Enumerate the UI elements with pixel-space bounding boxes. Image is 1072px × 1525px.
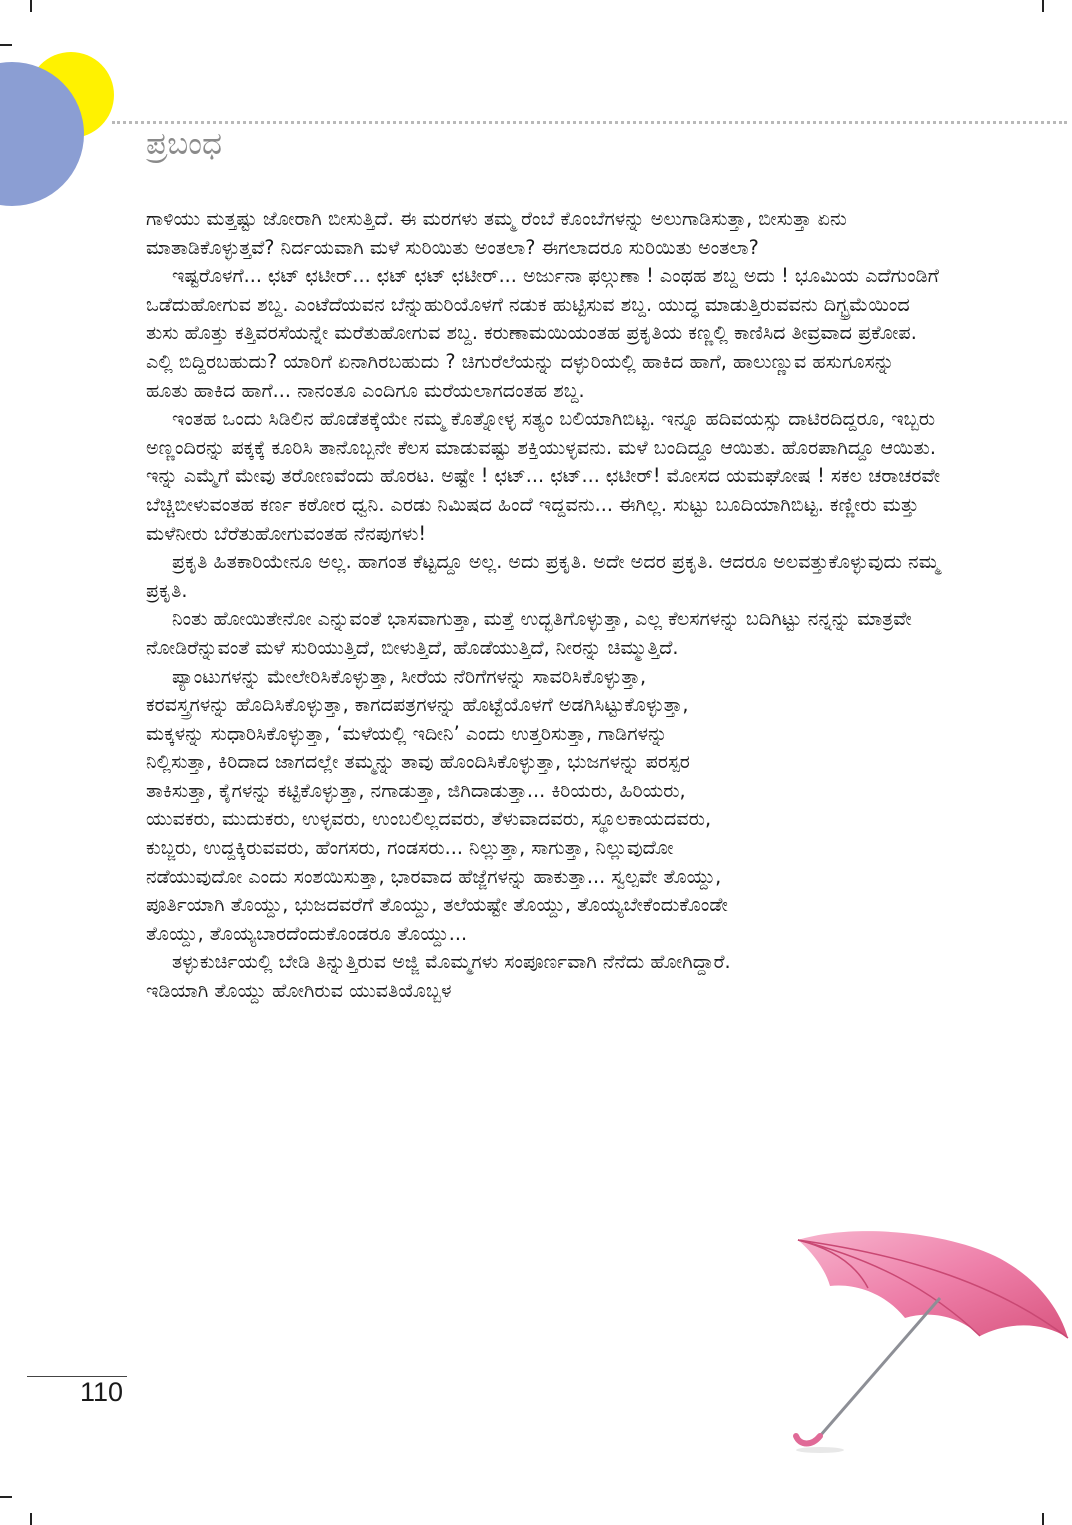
essay-body xyxy=(146,205,941,1006)
section-title: ಪ್ರಬಂಧ xyxy=(146,126,222,162)
umbrella-illustration-icon xyxy=(790,1228,1072,1458)
paragraph: ಇಂತಹ ಒಂದು ಸಿಡಿಲಿನ ಹೊಡೆತಕ್ಕೆಯೇ ನಮ್ಮ ಕೊತ್ನೋಳ್ಳ ಸತ್ಯಂ ಬಲಿಯಾಗಿಬಿಟ್ಟ. ಇನ್ನೂ ಹದಿವಯಸ್ಸು ದಾಟಿರದಿದ್ದರೂ, ಇಬ್ಬರು ಅಣ್ಣಂದಿರನ್ನು ಪಕ್ಕಕ್ಕೆ ಕೂರಿಸಿ ತಾನೊಬ್ಬನೇ ಕೆಲಸ ಮಾಡುವಷ್ಟು ಶಕ್ತಿಯುಳ್ಳವನು. ಮಳೆ ಬಂದಿದ್ದೂ ಆಯಿತು. ಹೊರಪಾಗಿದ್ದೂ ಆಯಿತು. ಇನ್ನು ಎಮ್ಮೆಗೆ ಮೇವು ತರೋಣವೆಂದು ಹೊರಟ. ಅಷ್ಟೇ ! ಛಟ್... ಛಟ್... ಛಟೀರ್! ಮೋಸದ ಯಮಘೋಷ ! ಸಕಲ ಚರಾಚರವೇ ಬೆಚ್ಚಿಬೀಳುವಂತಹ ಕರ್ಣ ಕಠೋರ ಧ್ವನಿ. ಎರಡು ನಿಮಿಷದ ಹಿಂದೆ ಇದ್ದವನು... ಈಗಿಲ್ಲ. ಸುಟ್ಟು ಬೂದಿಯಾಗಿಬಿಟ್ಟ. ಕಣ್ಣೀರು ಮತ್ತು ಮಳೆನೀರು ಬೆರೆತುಹೋಗುವಂತಹ ನೆನಪುಗಳು! xyxy=(146,407,941,545)
paragraph: ನಿಂತು ಹೋಯಿತೇನೋ ಎನ್ನುವಂತೆ ಭಾಸವಾಗುತ್ತಾ, ಮತ್ತೆ ಉದ್ಭತಿಗೊಳ್ಳುತ್ತಾ, ಎಲ್ಲ ಕೆಲಸಗಳನ್ನು ಬದಿಗಿಟ್ಟು ನನ್ನನ್ನು ಮಾತ್ರವೇ ನೋಡಿರೆನ್ನುವಂತೆ ಮಳೆ ಸುರಿಯುತ್ತಿದೆ, ಬೀಳುತ್ತಿದೆ, ಹೊಡೆಯುತ್ತಿದೆ, ನೀರನ್ನು ಚಿಮ್ಮುತ್ತಿದೆ. xyxy=(146,607,912,659)
paragraph: ಪ್ರಕೃತಿ ಹಿತಕಾರಿಯೇನೂ ಅಲ್ಲ. ಹಾಗಂತ ಕೆಟ್ಟದ್ದೂ ಅಲ್ಲ. ಅದು ಪ್ರಕೃತಿ. ಅದೇ ಅದರ ಪ್ರಕೃತಿ. ಆದರೂ ಅಲವತ್ತುಕೊಳ್ಳುವುದು ನಮ್ಮ ಪ್ರಕೃತಿ. xyxy=(146,550,940,602)
paragraph: ತಳ್ಳುಕುರ್ಚಿಯಲ್ಲಿ ಬೇಡಿ ತಿನ್ನುತ್ತಿರುವ ಅಜ್ಜಿ ಮೊಮ್ಮಗಳು ಸಂಪೂರ್ಣವಾಗಿ ನೆನೆದು ಹೋಗಿದ್ದಾರೆ. ಇಡಿಯಾಗಿ ತೊಯ್ದು ಹೋಗಿರುವ ಯುವತಿಯೊಬ್ಬಳ xyxy=(146,950,731,1003)
crop-mark xyxy=(1042,1513,1044,1525)
crop-mark xyxy=(0,1496,12,1498)
paragraph: ಇಷ್ಟರೊಳಗೆ... ಛಟ್ ಛಟೀರ್... ಛಟ್ ಛಟ್ ಛಟೀರ್... ಅರ್ಜುನಾ ಫಲ್ಗುಣಾ ! ಎಂಥಹ ಶಬ್ದ ಅದು ! ಭೂಮಿಯ ಎದೆಗುಂಡಿಗೆ ಒಡೆದುಹೋಗುವ ಶಬ್ದ. ಎಂಟೆದೆಯವನ ಬೆನ್ನುಹುರಿಯೊಳಗೆ ನಡುಕ ಹುಟ್ಟಿಸುವ ಶಬ್ದ. ಯುದ್ಧ ಮಾಡುತ್ತಿರುವವನು ದಿಗ್ಭ್ರಮೆಯಿಂದ ತುಸು ಹೊತ್ತು ಕತ್ತಿವರಸೆಯನ್ನೇ ಮರೆತುಹೋಗುವ ಶಬ್ದ. ಕರುಣಾಮಯಿಯಂತಹ ಪ್ರಕೃತಿಯ ಕಣ್ಣಲ್ಲಿ ಕಾಣಿಸಿದ ತೀವ್ರವಾದ ಪ್ರಕೋಪ. ಎಲ್ಲಿ ಬಿದ್ದಿರಬಹುದು? ಯಾರಿಗೆ ಏನಾಗಿರಬಹುದು ? ಚಿಗುರೆಲೆಯನ್ನು ದಳ್ಳುರಿಯಲ್ಲಿ ಹಾಕಿದ ಹಾಗೆ, ಹಾಲುಣ್ಣುವ ಹಸುಗೂಸನ್ನು ಹೂತು ಹಾಕಿದ ಹಾಗೆ... ನಾನಂತೂ ಎಂದಿಗೂ ಮರೆಯಲಾಗದಂತಹ ಶಬ್ದ. xyxy=(146,264,939,402)
crop-mark xyxy=(30,0,32,12)
crop-mark xyxy=(30,1513,32,1525)
paragraph: ಪ್ಯಾಂಟುಗಳನ್ನು ಮೇಲೇರಿಸಿಕೊಳ್ಳುತ್ತಾ, ಸೀರೆಯ ನೆರಿಗೆಗಳನ್ನು ಸಾವರಿಸಿಕೊಳ್ಳುತ್ತಾ, ಕರವಸ್ತ್ರಗಳನ್ನು ಹೊದಿಸಿಕೊಳ್ಳುತ್ತಾ, ಕಾಗದಪತ್ರಗಳನ್ನು ಹೊಟ್ಟೆಯೊಳಗೆ ಅಡಗಿಸಿಟ್ಟುಕೊಳ್ಳುತ್ತಾ, ಮಕ್ಕಳನ್ನು ಸುಧಾರಿಸಿಕೊಳ್ಳುತ್ತಾ, ‘ಮಳೆಯಲ್ಲಿ ಇದೀನಿ’ ಎಂದು ಉತ್ತರಿಸುತ್ತಾ, ಗಾಡಿಗಳನ್ನು ನಿಲ್ಲಿಸುತ್ತಾ, ಕಿರಿದಾದ ಜಾಗದಲ್ಲೇ ತಮ್ಮನ್ನು ತಾವು ಹೊಂದಿಸಿಕೊಳ್ಳುತ್ತಾ, ಭುಜಗಳನ್ನು ಪರಸ್ಪರ ತಾಕಿಸುತ್ತಾ, ಕೈಗಳನ್ನು ಕಟ್ಟಿಕೊಳ್ಳುತ್ತಾ, ನಗಾಡುತ್ತಾ, ಜಿಗಿದಾಡುತ್ತಾ... ಕಿರಿಯರು, ಹಿರಿಯರು, ಯುವಕರು, ಮುದುಕರು, ಉಳ್ಳವರು, ಉಂಬಲಿಲ್ಲದವರು, ತೆಳುವಾದವರು, ಸ್ಥೂಲಕಾಯದವರು, ಕುಬ್ಜರು, ಉದ್ದಕ್ಕಿರುವವರು, ಹೆಂಗಸರು, ಗಂಡಸರು... ನಿಲ್ಲುತ್ತಾ, ಸಾಗುತ್ತಾ, ನಿಲ್ಲುವುದೋ ನಡೆಯುವುದೋ ಎಂದು ಸಂಶಯಿಸುತ್ತಾ, ಭಾರವಾದ ಹೆಜ್ಜೆಗಳನ್ನು ಹಾಕುತ್ತಾ... ಸ್ವಲ್ಪವೇ ತೊಯ್ದು, ಪೂರ್ತಿಯಾಗಿ ತೊಯ್ದು, ಭುಜದವರೆಗೆ ತೊಯ್ದು, ತಲೆಯಷ್ಟೇ ತೊಯ್ದು, ತೊಯ್ಯಬೇಕೆಂದುಕೊಂಡೇ ತೊಯ್ದು, ತೊಯ್ಯಬಾರದೆಂದುಕೊಂಡರೂ ತೊಯ್ದು... xyxy=(146,664,728,945)
page-number: 110 xyxy=(80,1377,124,1407)
paragraph: ಗಾಳಿಯು ಮತ್ತಷ್ಟು ಜೋರಾಗಿ ಬೀಸುತ್ತಿದೆ. ಈ ಮರಗಳು ತಮ್ಮ ರೆಂಬೆ ಕೊಂಬೆಗಳನ್ನು ಅಲುಗಾಡಿಸುತ್ತಾ, ಬೀಸುತ್ತಾ ಏನು ಮಾತಾಡಿಕೊಳ್ಳುತ್ತವೆ? ನಿರ್ದಯವಾಗಿ ಮಳೆ ಸುರಿಯಿತು ಅಂತಲಾ? ಈಗಲಾದರೂ ಸುರಿಯಿತು ಅಂತಲಾ? xyxy=(146,207,847,259)
crop-mark xyxy=(1042,0,1044,12)
crop-mark xyxy=(0,44,12,46)
header-dotted-rule xyxy=(112,121,1067,124)
